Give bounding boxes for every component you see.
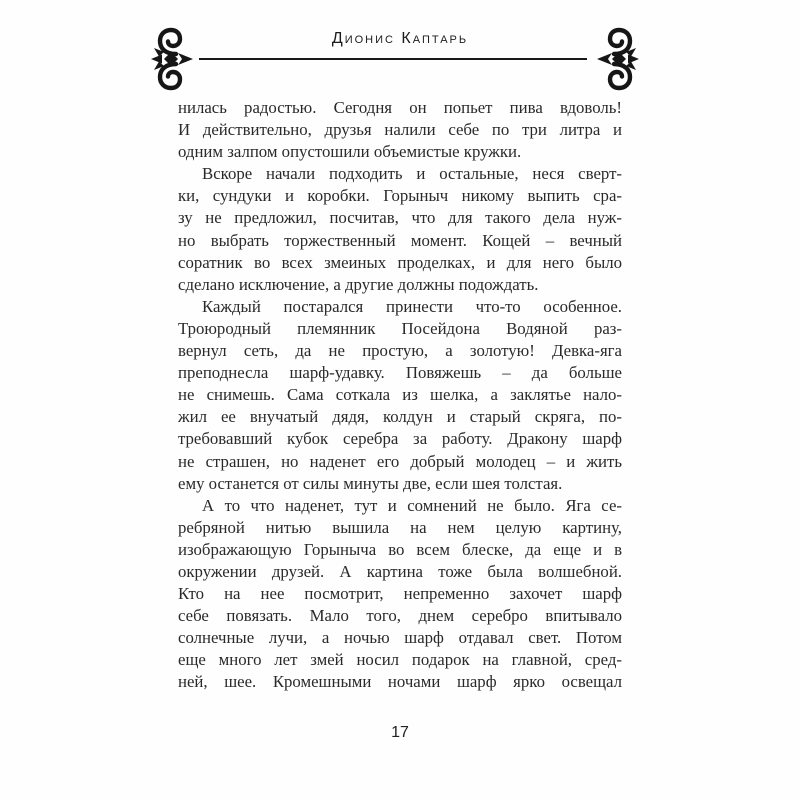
text-line: жил ее внучатый дядя, колдун и старый скряга, по- [178, 407, 622, 427]
text-line: одним залпом опустошили объемистые кружки. [178, 142, 522, 162]
text-line: вернул сеть, да не простую, а золотую! Девка-яга [178, 341, 622, 361]
text-line: ребряной нитью вышила на нем целую картину, [178, 517, 622, 537]
text-line: преподнесла шарф-удавку. Повяжешь – да больше [178, 363, 622, 383]
text-line: зу не предложил, посчитав, что для такого дела нуж- [178, 208, 622, 228]
text-line: Кто на нее посмотрит, непременно захочет шарф [178, 584, 622, 604]
page-body [178, 97, 622, 694]
text-line: ему останется от силы минуты две, если шея толстая. [178, 473, 563, 493]
text-line: ки, сундуки и коробки. Горыныч никому выпить сра- [178, 186, 622, 206]
text-line: изображающую Горыныча во всем блеске, да еще и в [178, 539, 622, 559]
text-line: сделано исключение, а другие должны подождать. [178, 274, 539, 294]
page-number: 17 [391, 724, 409, 741]
running-head-author: Дионис Каптарь [331, 30, 469, 47]
text-line: ней, шее. Кромешными ночами шарф ярко освещал [178, 672, 622, 692]
text-line: А то что наденет, тут и сомнений не было. Яга се- [202, 495, 622, 515]
text-line: не снимешь. Сама соткала из шелка, а заклятье нало- [178, 385, 622, 405]
header-rule [199, 58, 587, 60]
text-line: соратник во всех змеиных проделках, и для него было [178, 252, 622, 272]
fleuron-ornament-left-icon [150, 27, 194, 91]
text-line: еще много лет змей носил подарок на главной, сред- [178, 650, 622, 670]
text-line: Троюродный племянник Посейдона Водяной раз- [178, 318, 622, 338]
text-line: Каждый постарался принести что-то особенное. [202, 296, 622, 316]
text-line: но выбрать торжественный момент. Кощей – вечный [178, 230, 622, 250]
text-line: требовавший кубок серебра за работу. Дракону шарф [178, 429, 622, 449]
text-line: нилась радостью. Сегодня он попьет пива вдоволь! [178, 98, 622, 117]
text-line: не страшен, но наденет его добрый молодец – и жить [178, 451, 622, 471]
fleuron-ornament-right-icon [596, 27, 640, 91]
text-line: окружении друзей. А картина тоже была волшебной. [178, 561, 622, 581]
text-line: И действительно, друзья налили себе по три литра и [178, 120, 622, 140]
text-line: Вскоре начали подходить и остальные, неся сверт- [202, 164, 622, 184]
text-line: себе повязать. Мало того, днем серебро впитывало [178, 606, 622, 626]
text-line: солнечные лучи, а ночью шарф отдавал свет. Потом [178, 628, 622, 648]
